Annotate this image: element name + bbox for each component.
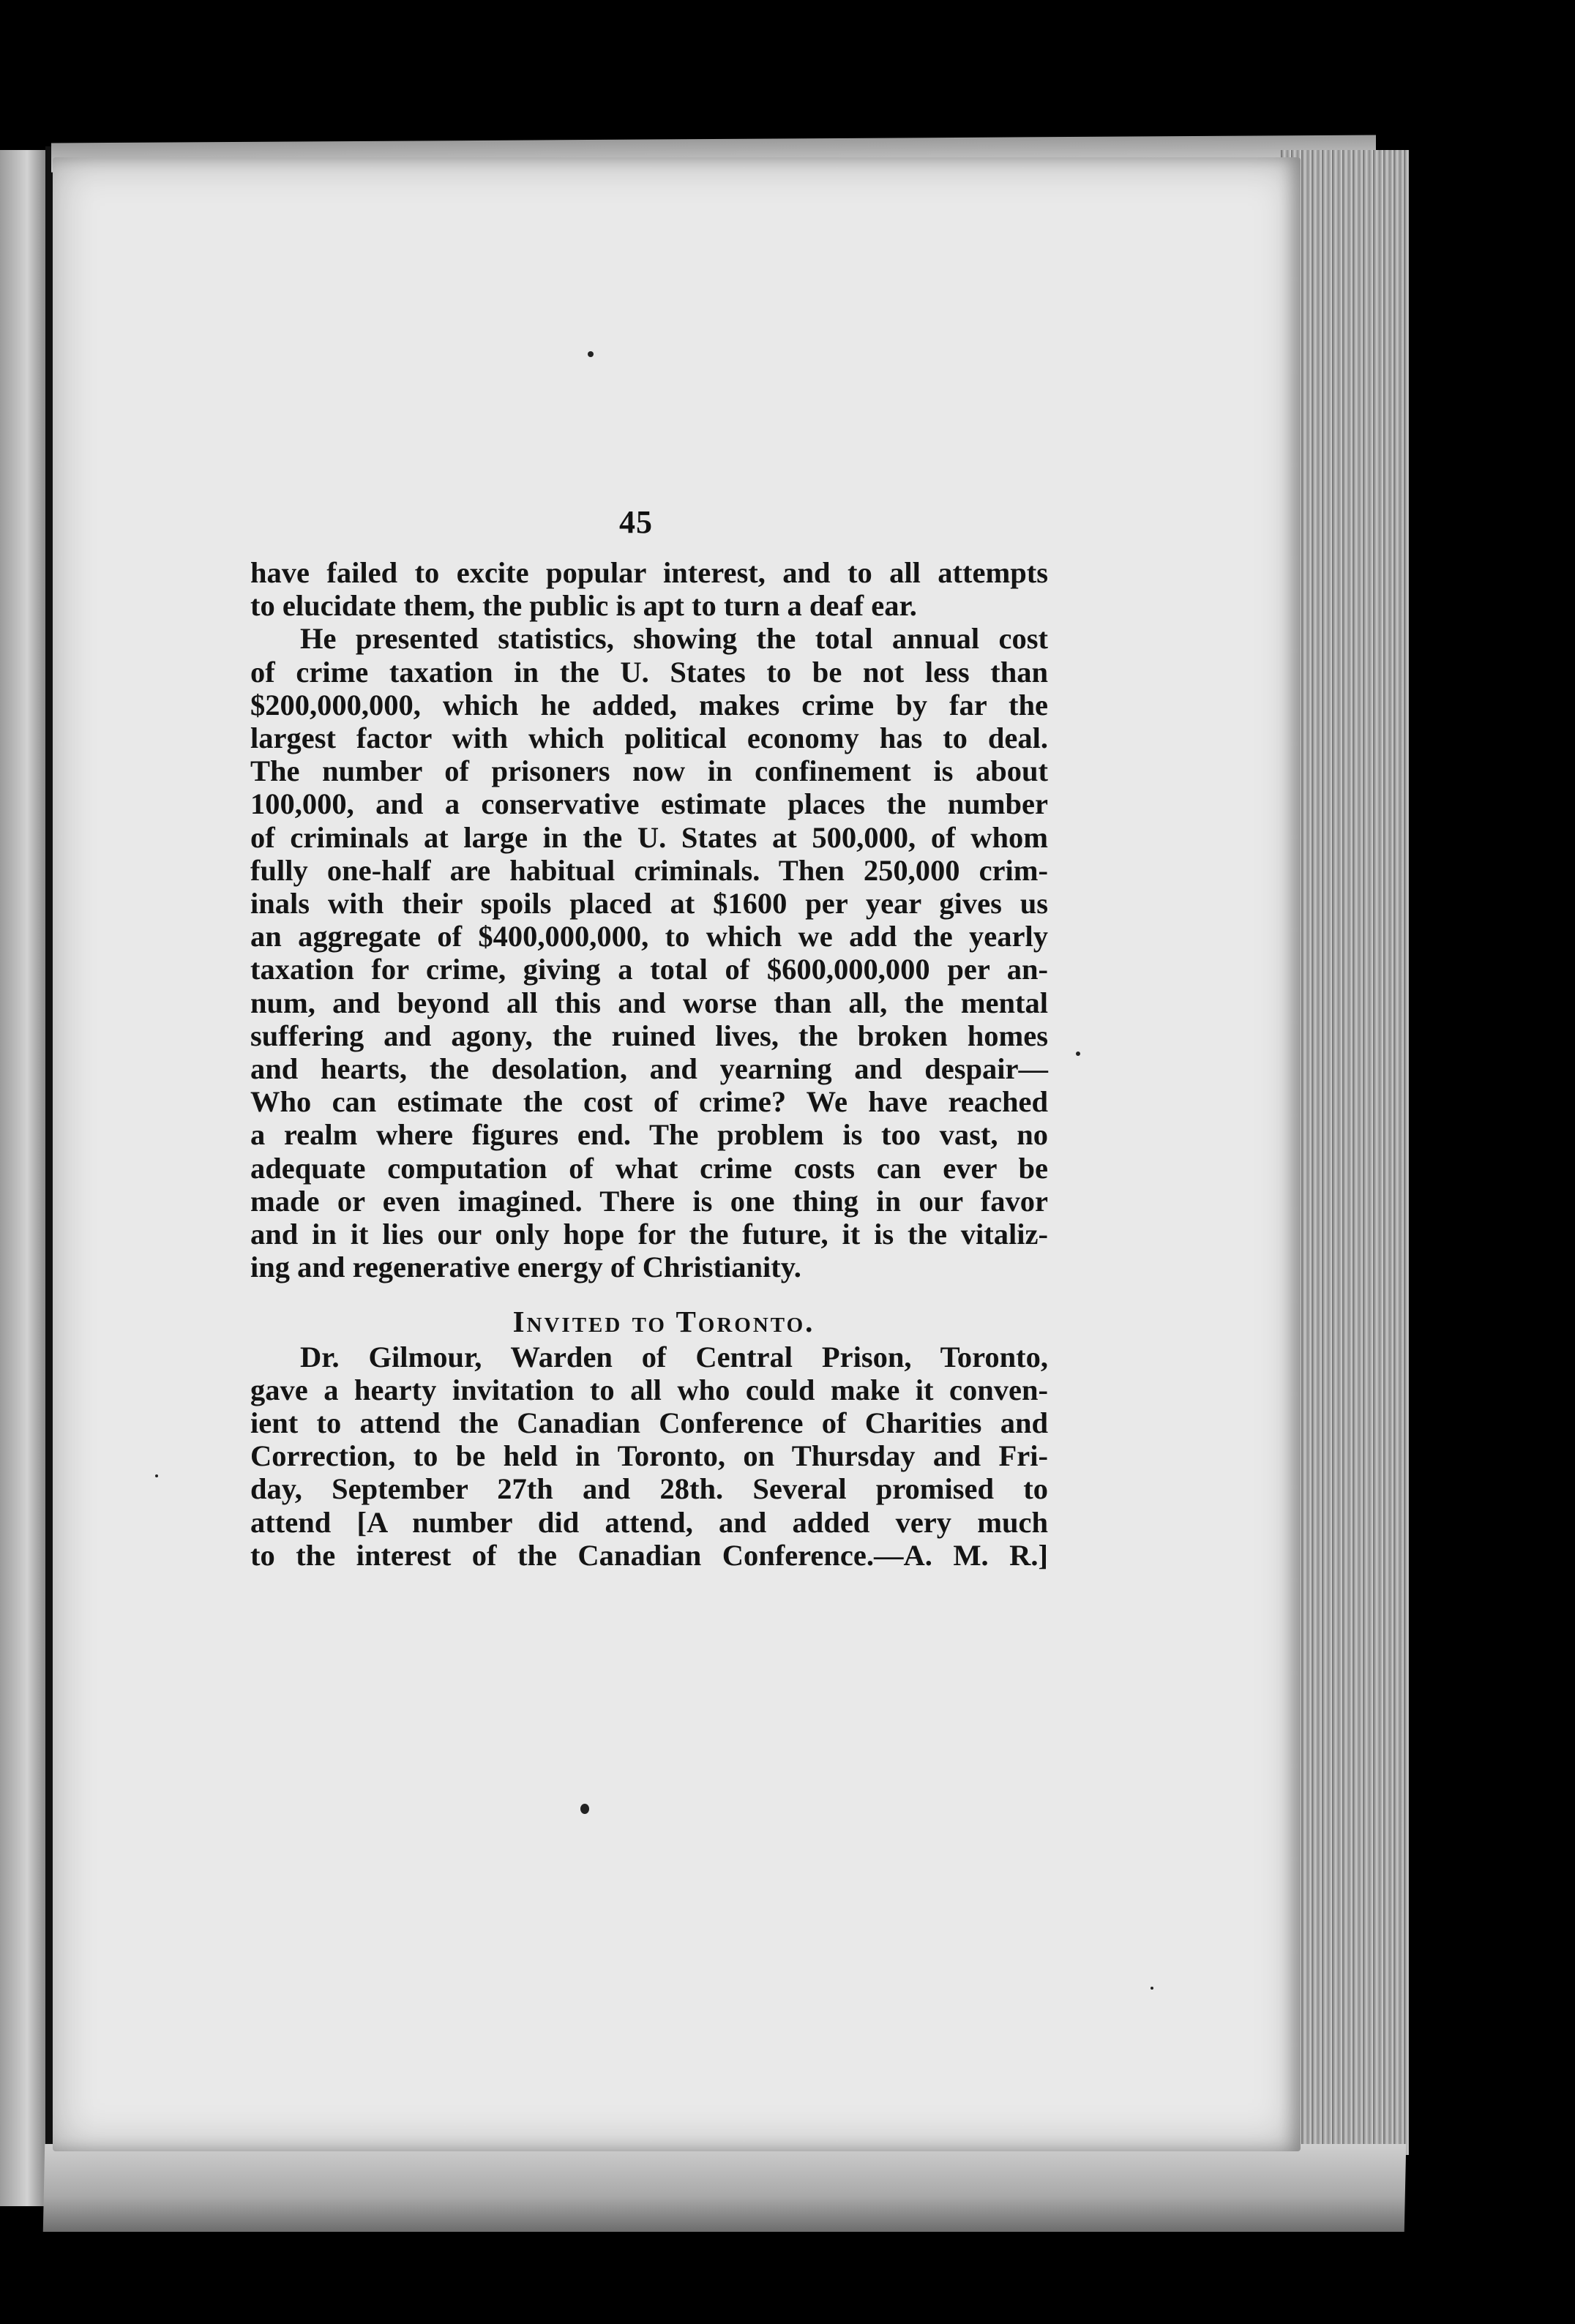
page-number: 45 bbox=[619, 504, 653, 540]
text-line: $200,000,000, which he added, makes crime by far the bbox=[250, 688, 1048, 721]
text-line: He presented statistics, showing the total annual cost bbox=[300, 622, 1048, 656]
text-line: largest factor with which political economy has to deal. bbox=[250, 721, 1048, 755]
text-line: suffering and agony, the ruined lives, the broken homes bbox=[250, 1019, 1048, 1052]
text-line: and in it lies our only hope for the future, it is the vitaliz- bbox=[250, 1218, 1048, 1251]
ink-speck bbox=[580, 1804, 589, 1814]
text-line: taxation for crime, giving a total of $600,000,000 per an- bbox=[250, 953, 1048, 986]
facing-page-edge bbox=[0, 150, 45, 2206]
page-body-text bbox=[250, 556, 1048, 1572]
ink-speck bbox=[155, 1474, 158, 1477]
text-line: a realm where figures end. The problem is too vast, no bbox=[250, 1118, 1048, 1152]
text-line: and hearts, the desolation, and yearning and despair— bbox=[250, 1052, 1048, 1086]
text-line: adequate computation of what crime costs can ever be bbox=[250, 1151, 1048, 1185]
ink-speck bbox=[1151, 1987, 1153, 1990]
text-line: gave a hearty invitation to all who could make it conven- bbox=[250, 1373, 1048, 1406]
ink-speck bbox=[588, 351, 594, 357]
text-line: attend [A number did attend, and added very much bbox=[250, 1505, 1048, 1539]
text-line: of crime taxation in the U. States to be not less than bbox=[250, 655, 1048, 689]
text-line: num, and beyond all this and worse than all, the mental bbox=[250, 986, 1048, 1019]
text-line: Correction, to be held in Toronto, on Thursday and Fri- bbox=[250, 1439, 1048, 1473]
text-line: day, September 27th and 28th. Several promised to bbox=[250, 1472, 1048, 1506]
section-heading: Invited to Toronto. bbox=[512, 1305, 815, 1339]
text-line: an aggregate of $400,000,000, to which we add the yearly bbox=[250, 920, 1048, 953]
text-line: The number of prisoners now in confinement is about bbox=[250, 754, 1048, 788]
text-line: fully one-half are habitual criminals. Then 250,000 crim- bbox=[250, 853, 1048, 887]
text-line: ient to attend the Canadian Conference of Charities and bbox=[250, 1406, 1048, 1440]
text-line: Who can estimate the cost of crime? We have reached bbox=[250, 1085, 1048, 1119]
text-line: have failed to excite popular interest, and to all attempts bbox=[250, 556, 1048, 589]
ink-speck bbox=[1076, 1052, 1080, 1056]
text-line: made or even imagined. There is one thing in our favor bbox=[250, 1184, 1048, 1218]
text-line: to the interest of the Canadian Conference.—A. M. R.] bbox=[250, 1538, 1048, 1572]
page-bottom-edge bbox=[43, 2144, 1407, 2232]
text-line: ing and regenerative energy of Christianity. bbox=[250, 1251, 801, 1284]
text-line: inals with their spoils placed at $1600 per year gives us bbox=[250, 887, 1048, 921]
text-line: to elucidate them, the public is apt to turn a deaf ear. bbox=[250, 589, 917, 623]
text-line: Dr. Gilmour, Warden of Central Prison, Toronto, bbox=[300, 1340, 1048, 1373]
text-line: of criminals at large in the U. States at 500,000, of whom bbox=[250, 820, 1048, 854]
text-line: 100,000, and a conservative estimate places the number bbox=[250, 787, 1048, 821]
